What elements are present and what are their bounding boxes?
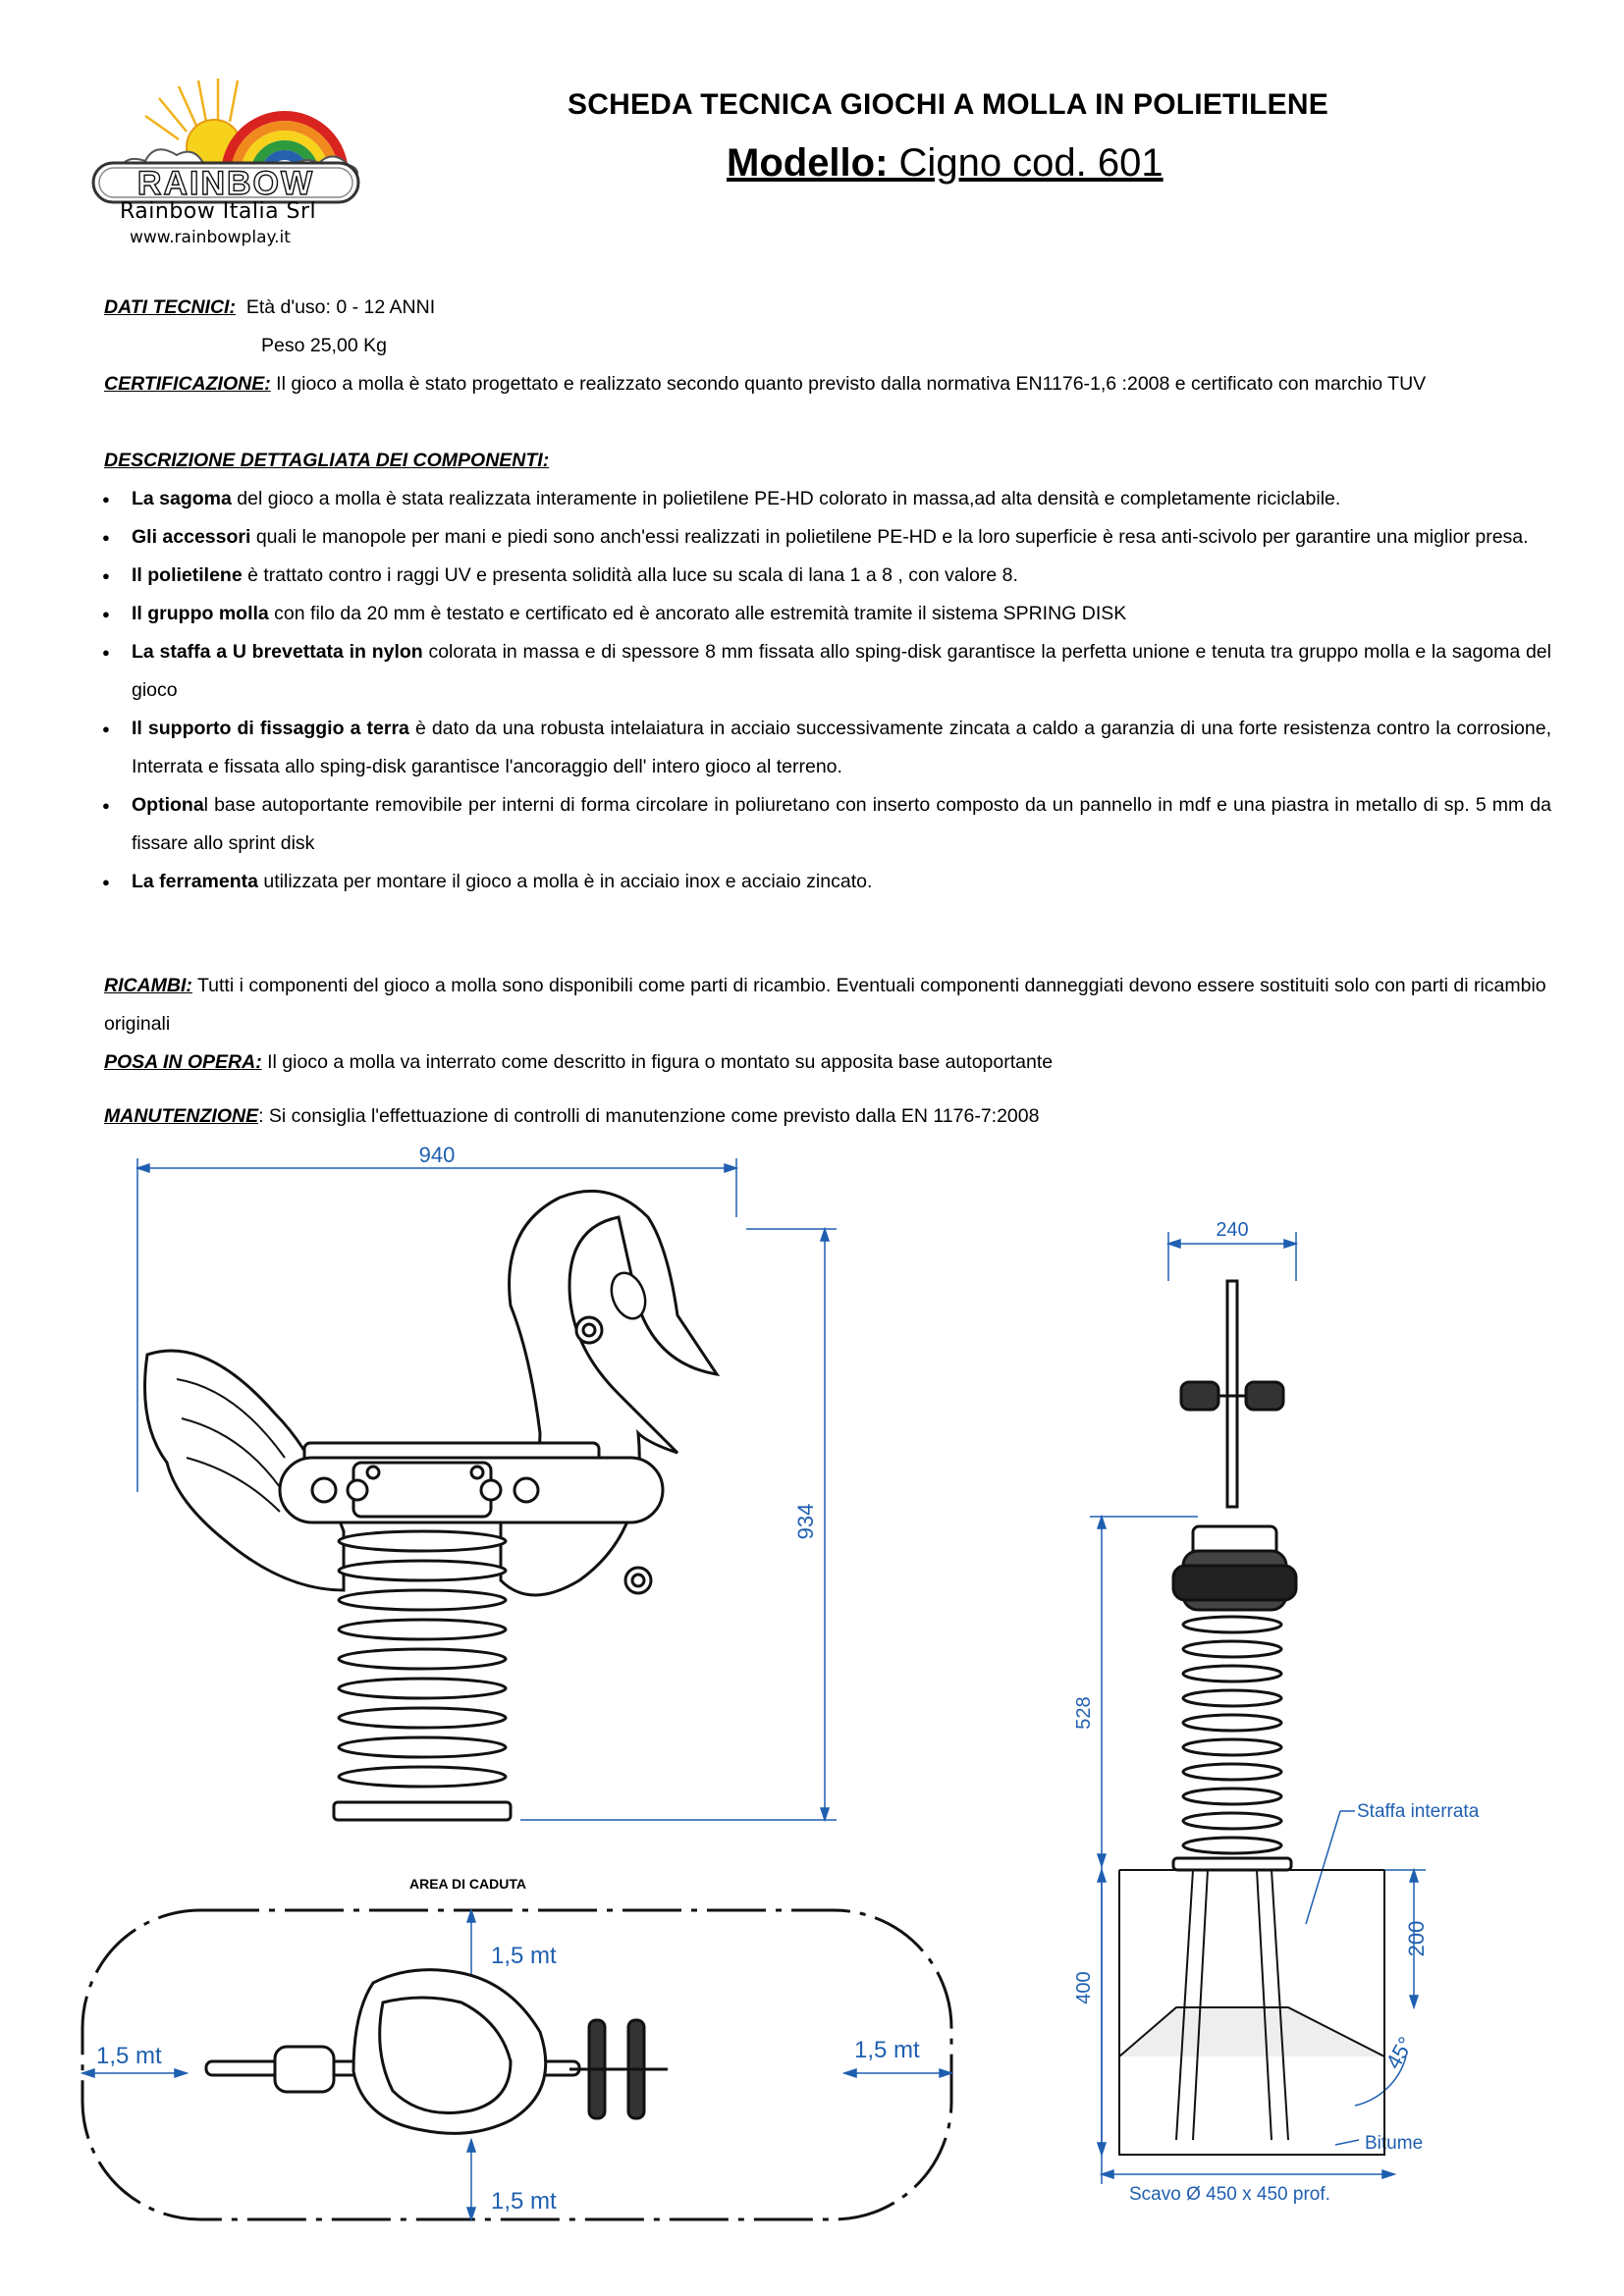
list-item: ● Il polietilene è trattato contro i raggi UV e presenta solidità alla luce su scala di lana 1 a 8 , con valore 8. [102, 557, 1551, 595]
list-item: ● Il supporto di fissaggio a terra è dato da una robusta intelaiatura in acciaio successivamente zincata a caldo a garanzia di una forte resistenza contro la corrosione, Interrata e fissata allo sping-disk garantisce l'ancoraggio dell' intero gioco al terreno. [102, 710, 1551, 786]
spares-paragraph [104, 967, 1551, 1043]
rainbow-logo [88, 77, 363, 253]
excavation-label: Scavo Ø 450 x 450 prof. [1129, 2184, 1330, 2205]
fall-top-label: 1,5 mt [491, 1943, 557, 1969]
logo-wordmark: RAINBOW [136, 165, 315, 202]
depth-200-label: 200 [1404, 1920, 1429, 1957]
tech-data-row [104, 289, 1551, 327]
fall-area-drawing [79, 1904, 962, 2238]
maintenance-text: : Si consiglia l'effettuazione di controlli di manutenzione come previsto dalla EN 1176-7:2008 [258, 1105, 1040, 1127]
fall-bottom-label: 1,5 mt [491, 2188, 557, 2215]
age-range: Età d'uso: 0 - 12 ANNI [245, 296, 436, 318]
page-title: SCHEDA TECNICA GIOCHI A MOLLA IN POLIETILENE [568, 88, 1328, 121]
front-spring [1173, 1617, 1291, 1870]
maintenance-paragraph [104, 1097, 1551, 1136]
company-url: www.rainbowplay.it [130, 228, 291, 247]
weight: Peso 25,00 Kg [261, 335, 387, 356]
side-width-label: 940 [418, 1143, 456, 1167]
fall-area-title: AREA DI CADUTA [409, 1876, 526, 1892]
install-paragraph [104, 1043, 1551, 1082]
model-value: Cigno cod. 601 [898, 141, 1164, 185]
side-view-drawing [98, 1139, 864, 1845]
spring [334, 1531, 511, 1820]
components-list [102, 480, 1551, 901]
list-item: ● La ferramenta utilizzata per montare il gioco a molla è in acciaio inox e acciaio zincato. [102, 863, 1551, 901]
front-height-label: 528 [1073, 1696, 1095, 1730]
fall-left-label: 1,5 mt [96, 2043, 162, 2069]
certification-paragraph [104, 365, 1551, 403]
install-text: Il gioco a molla va interrato come descritto in figura o montato su apposita base autoportante [261, 1051, 1054, 1073]
depth-400-label: 400 [1073, 1971, 1095, 2004]
bitumen-label: Bitume [1365, 2133, 1424, 2154]
maintenance-label: MANUTENZIONE [104, 1105, 259, 1127]
list-item: ● La staffa a U brevettata in nylon colorata in massa e di spessore 8 mm fissata allo sping-disk garantisce la perfetta unione e tenuta tra gruppo molla e la sagoma del gioco [102, 633, 1551, 710]
install-label: POSA IN OPERA: [104, 1051, 262, 1073]
angle-label: 45° [1380, 2032, 1419, 2073]
list-item: ● Optional base autoportante removibile per interni di forma circolare in poliuretano con inserto composto da un pannello in mdf e una piastra in metallo di sp. 5 mm da fissare allo sprint disk [102, 786, 1551, 863]
company-name: Rainbow Italia Srl [120, 199, 317, 224]
model-label: Modello: [727, 141, 889, 185]
tech-data-label: DATI TECNICI: [104, 296, 236, 318]
components-label: DESCRIZIONE DETTAGLIATA DEI COMPONENTI: [104, 450, 550, 471]
spares-text: Tutti i componenti del gioco a molla sono disponibili come parti di ricambio. Eventuali componenti danneggiati devono essere sostituiti solo con parti di ricambio originali [104, 975, 1546, 1035]
model-line [727, 141, 1164, 186]
list-item: ● Il gruppo molla con filo da 20 mm è testato e certificato ed è ancorato alle estremità tramite il sistema SPRING DISK [102, 595, 1551, 633]
spares-label: RICAMBI: [104, 975, 192, 996]
certification-label: CERTIFICAZIONE: [104, 373, 271, 395]
list-item: ● Gli accessori quali le manopole per mani e piedi sono anch'essi realizzati in polietilene PE-HD e la loro superficie è resa anti-scivolo per garantire una miglior presa. [102, 518, 1551, 557]
certification-text: Il gioco a molla è stato progettato e realizzato secondo quanto previsto dalla normativa EN1176-1,6 :2008 e certificato con marchio TUV [276, 373, 1427, 395]
buried-bracket-label: Staffa interrata [1357, 1801, 1480, 1822]
fall-right-label: 1,5 mt [854, 2037, 920, 2063]
list-item: ● La sagoma del gioco a molla è stata realizzata interamente in polietilene PE-HD colorato in massa,ad alta densità e completamente riciclabile. [102, 480, 1551, 518]
side-height-label: 934 [793, 1503, 818, 1540]
front-width-label: 240 [1216, 1219, 1249, 1241]
front-view-drawing [1060, 1202, 1591, 2205]
